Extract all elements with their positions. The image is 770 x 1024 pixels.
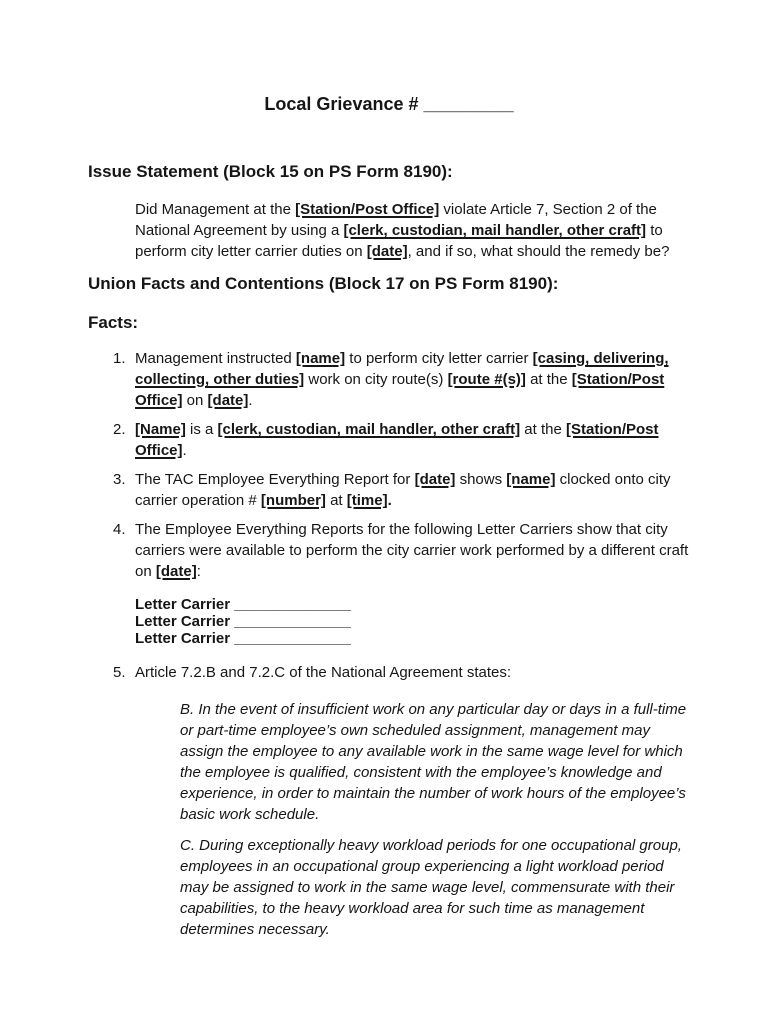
letter-carrier-blank-line-1: Letter Carrier ______________ [135,596,351,613]
fact-text-2 [135,419,690,461]
letter-carrier-blank-line-3: Letter Carrier ______________ [135,630,351,647]
fact-text-4 [135,519,690,582]
text-segment: to perform city letter carrier duties on [135,222,663,260]
union-facts-heading: Union Facts and Contentions (Block 17 on PS Form 8190): [88,274,559,293]
fill-in-field: [date] [155,563,197,580]
fact-item-5 [88,662,690,683]
fill-in-field: [casing, delivering, collecting, other duties] [135,350,669,388]
letter-carrier-blank-line-2: Letter Carrier ______________ [135,613,351,630]
text-segment: . [182,442,187,459]
fact-number-2: 2. [113,421,126,438]
fact-number-3: 3. [113,471,126,488]
text-segment: at [325,492,347,509]
text-segment: : [196,563,201,580]
text-segment: shows [455,471,507,488]
text-segment: work on city route(s) [304,371,448,388]
fill-in-field: [name] [506,471,556,488]
fill-in-field: [name] [295,350,346,367]
fill-in-field: [number] [260,492,326,509]
text-segment: . [248,392,253,409]
fact-text-5 [135,662,690,683]
fill-in-field: [Station/Post Office] [135,371,665,409]
issue-statement-paragraph [135,199,690,262]
text-segment: is a [185,421,218,438]
issue-statement-heading: Issue Statement (Block 15 on PS Form 8190): [88,162,453,181]
fact-item-1 [88,348,690,411]
fill-in-field: [Name] [135,421,186,438]
document-title: Local Grievance # _________ [264,94,514,114]
text-segment: at the [520,421,566,438]
facts-heading: Facts: [88,313,139,332]
fill-in-field: [Station/Post Office] [295,201,440,218]
fact-item-4 [88,519,690,582]
document-content [0,93,770,940]
text-segment: . [387,492,392,509]
letter-carrier-list [135,596,690,647]
text-segment: violate Article 7, Section 2 of the National Agreement by using a [135,201,657,239]
text-segment: on [182,392,208,409]
fact-number-4: 4. [113,521,126,538]
text-segment: to perform city letter carrier [345,350,533,367]
fact-text-3 [135,469,690,511]
national-agreement-quote-c: C. During exceptionally heavy workload periods for one occupational group, employees in an occupational group experiencing a light workload period may be assigned to work in the same wage level, commensurate with their capabilities, to the heavy workload area for such time as management determines necessary. [180,837,682,938]
fill-in-field: [clerk, custodian, mail handler, other craft] [343,222,647,239]
text-segment: Management instructed [135,350,296,367]
fill-in-field: [route #(s)] [447,371,526,388]
fact-text-1 [135,348,690,411]
fact-number-1: 1. [113,350,126,367]
fill-in-field: [Station/Post Office] [135,421,659,459]
text-segment: Did Management at the [135,201,296,218]
fact-item-3 [88,469,690,511]
fill-in-field: [date] [207,392,249,409]
text-segment: Article 7.2.B and 7.2.C of the National Agreement states: [135,664,512,681]
fill-in-field: [date] [366,243,408,260]
text-segment: , and if so, what should the remedy be? [407,243,670,260]
fill-in-field: [date] [414,471,456,488]
fill-in-field: [time] [346,492,388,509]
fill-in-field: [clerk, custodian, mail handler, other craft] [217,421,521,438]
text-segment: at the [525,371,572,388]
fact-number-5: 5. [113,664,126,681]
national-agreement-quote-b: B. In the event of insufficient work on any particular day or days in a full-time or part-time employee’s own scheduled assignment, management may assign the employee to any available work in the same wage level for which the employee is qualified, consistent with the employee’s knowledge and experience, in order to maintain the number of work hours of the employee’s basic work schedule. [180,701,687,823]
text-segment: The Employee Everything Reports for the following Letter Carriers show that city carriers were available to perform the city carrier work performed by a different craft on [135,521,689,580]
text-segment: The TAC Employee Everything Report for [135,471,415,488]
text-segment: clocked onto city carrier operation # [135,471,671,509]
fact-item-2 [88,419,690,461]
